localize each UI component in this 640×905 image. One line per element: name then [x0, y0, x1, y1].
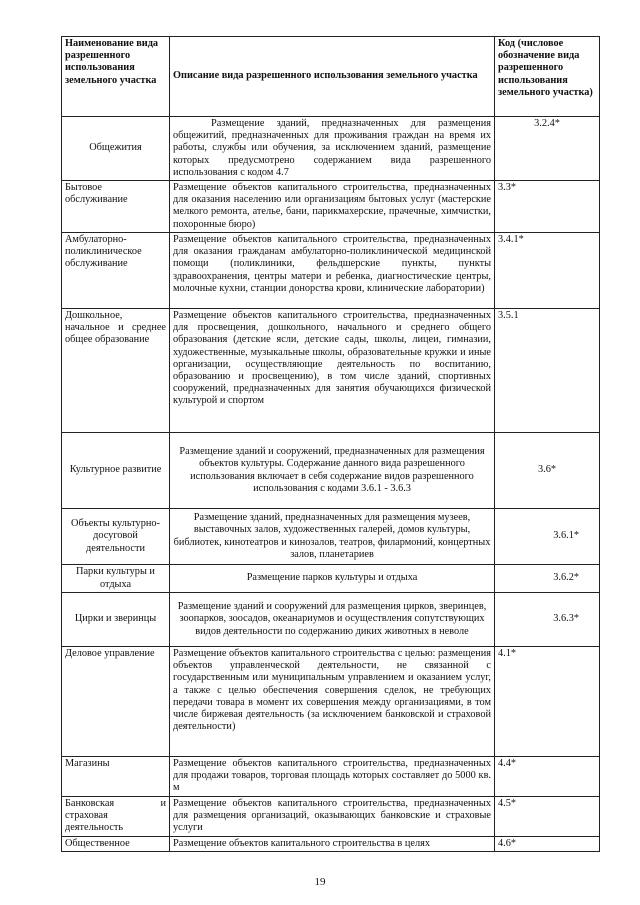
row-code: 4.6* — [495, 837, 600, 852]
row-description: Размещение объектов капитального строительства, предназначенных для оказания гражданам амбулаторно-поликлинической медицинской помощи (поликлиники, фельдшерские пункты, пункты здравоохранения, центры матери и ребенка, диагностические центры, молочные кухни, станции донорства крови, клинические лаборатории) — [170, 233, 495, 309]
row-code: 3.3* — [495, 181, 600, 233]
row-name: Амбулаторно-поликлиническое обслуживание — [62, 233, 170, 309]
table-row — [62, 797, 600, 837]
row-description: Размещение парков культуры и отдыха — [170, 565, 495, 593]
row-name: Дошкольное, начальное и среднее общее образование — [62, 309, 170, 433]
row-name: Бытовое обслуживание — [62, 181, 170, 233]
table-row — [62, 509, 600, 565]
row-name: Магазины — [62, 757, 170, 797]
row-description: Размещение зданий, предназначенных для размещения общежитий, предназначенных для проживания граждан на время их работы, службы или обучения, за исключением зданий, размещение которых предусмотрено содержанием вида разрешенного использования с кодом 4.7 — [170, 117, 495, 181]
row-name: Деловое управление — [62, 647, 170, 757]
row-code: 3.6.1* — [495, 509, 600, 565]
row-description: Размещение объектов капитального строительства, предназначенных для продажи товаров, торговая площадь которых составляет до 5000 кв. м — [170, 757, 495, 797]
row-description: Размещение зданий и сооружений, предназначенных для размещения объектов культуры. Содержание данного вида разрешенного использования включает в себя содержание видов разрешенного использования с кодами 3.6.1 - 3.6.3 — [170, 433, 495, 509]
row-code: 3.2.4* — [495, 117, 600, 181]
table-row — [62, 837, 600, 852]
row-code: 4.1* — [495, 647, 600, 757]
row-name: Объекты культурно-досуговой деятельности — [62, 509, 170, 565]
table-row — [62, 433, 600, 509]
table-header-row — [62, 37, 600, 117]
row-description: Размещение зданий и сооружений для размещения цирков, зверинцев, зоопарков, зоосадов, океанариумов и осуществления сопутствующих видов деятельности по содержанию диких животных в неволе — [170, 593, 495, 647]
land-use-table — [61, 36, 600, 852]
row-description: Размещение объектов капитального строительства, предназначенных для оказания населению или организациям бытовых услуг (мастерские мелкого ремонта, ателье, бани, парикмахерские, прачечные, химчистки, похоронные бюро) — [170, 181, 495, 233]
row-name: Банковская и страховая деятельность — [62, 797, 170, 837]
row-name: Общественное — [62, 837, 170, 852]
row-description: Размещение зданий, предназначенных для размещения музеев, выставочных залов, художественных галерей, домов культуры, библиотек, кинотеатров и кинозалов, театров, филармоний, концертных залов, планетариев — [170, 509, 495, 565]
row-code: 4.4* — [495, 757, 600, 797]
row-description: Размещение объектов капитального строительства, предназначенных для размещения организаций, оказывающих банковские и страховые услуги — [170, 797, 495, 837]
row-description: Размещение объектов капитального строительства, предназначенных для просвещения, дошкольного, начального и среднего общего образования (детские ясли, детские сады, школы, лицеи, гимназии, художественные, музыкальные школы, образовательные кружки и иные организации, осуществляющие деятельность по воспитанию, образованию и просвещению), в том числе зданий, спортивных сооружений, предназначенных для занятия обучающихся физической культурой и спортом — [170, 309, 495, 433]
row-name: Цирки и зверинцы — [62, 593, 170, 647]
table-row — [62, 117, 600, 181]
table-row — [62, 309, 600, 433]
row-description: Размещение объектов капитального строительства в целях — [170, 837, 495, 852]
row-name: Общежития — [62, 117, 170, 181]
table-row — [62, 593, 600, 647]
row-code: 4.5* — [495, 797, 600, 837]
row-name: Парки культуры и отдыха — [62, 565, 170, 593]
table-row — [62, 647, 600, 757]
row-code: 3.6* — [495, 433, 600, 509]
row-code: 3.4.1* — [495, 233, 600, 309]
row-description: Размещение объектов капитального строительства с целью: размещения объектов управленческой деятельности, не связанной с государственным или муниципальным управлением и оказанием услуг, а также с целью обеспечения совершения сделок, не требующих передачи товара в момент их совершения между организациями, в том числе биржевая деятельность (за исключением банковской и страховой деятельности) — [170, 647, 495, 757]
row-code: 3.6.2* — [495, 565, 600, 593]
header-name: Наименование вида разрешенного использования земельного участка — [62, 37, 170, 117]
row-name: Культурное развитие — [62, 433, 170, 509]
row-code: 3.5.1 — [495, 309, 600, 433]
table-row — [62, 565, 600, 593]
table-row — [62, 757, 600, 797]
header-description: Описание вида разрешенного использования земельного участка — [170, 37, 495, 117]
table-row — [62, 233, 600, 309]
table-row — [62, 181, 600, 233]
page-number: 19 — [314, 876, 326, 888]
row-code: 3.6.3* — [495, 593, 600, 647]
document-page — [61, 36, 599, 852]
header-code: Код (числовое обозначение вида разрешенного использования земельного участка) — [495, 37, 600, 117]
